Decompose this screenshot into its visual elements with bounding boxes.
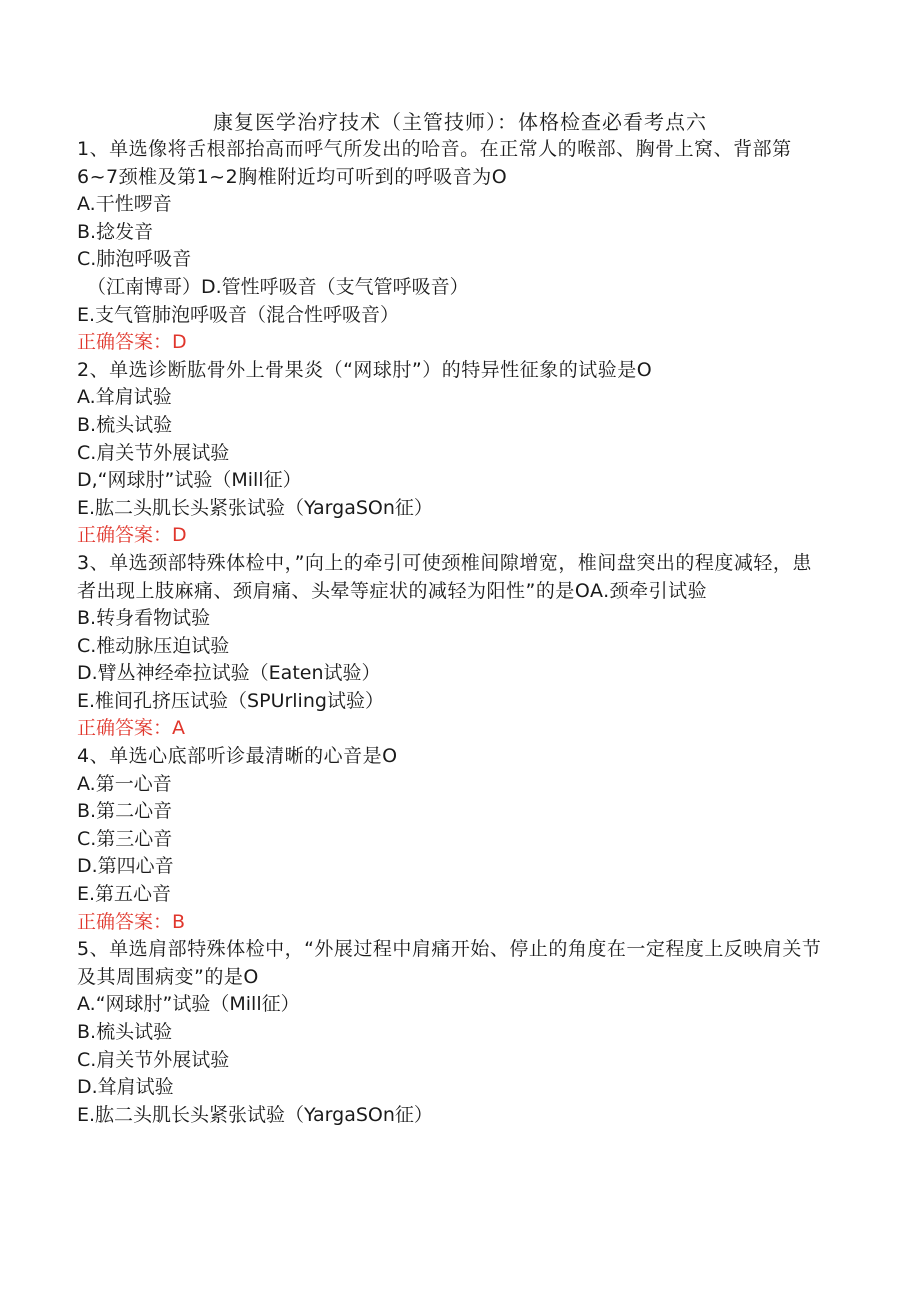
answer-line	[77, 909, 829, 937]
option-line: A.干性啰音	[77, 193, 172, 216]
answer-label: 正确答案：	[77, 331, 173, 354]
answer-label: 正确答案：	[77, 717, 173, 740]
answer-value: B	[172, 910, 186, 933]
option-line: A.耸肩试验	[77, 386, 172, 409]
option-line: D.耸肩试验	[77, 1076, 174, 1099]
option-line: C.肺泡呼吸音	[77, 248, 192, 271]
option-line: E.肱二头肌长头紧张试验（YargaSOn征）	[77, 496, 433, 519]
option-line: D.臂丛神经牵拉试验（Eaten试验）	[77, 662, 381, 685]
answer-label: 正确答案：	[77, 910, 173, 933]
document-title: 康复医学治疗技术（主管技师）：体格检查必看考点六	[213, 110, 707, 134]
question-stem: 2、单选诊断肱骨外上骨果炎（“网球肘”）的特异性征象的试验是O	[77, 358, 653, 381]
answer-value: A	[172, 717, 186, 740]
question-stem: 3、单选颈部特殊体检中，”向上的牵引可使颈椎间隙增宽，椎间盘突出的程度减轻，患者出现上肢麻痛、颈肩痛、头晕等症状的减轻为阳性”的是OA.颈牵引试验	[77, 551, 812, 602]
answer-line	[77, 522, 829, 550]
option-line: A.第一心音	[77, 772, 172, 795]
question-block	[77, 136, 829, 357]
option-line: E.第五心音	[77, 883, 172, 906]
option-line: B.梳头试验	[77, 413, 173, 436]
option-line: B.第二心音	[77, 800, 173, 823]
option-line: C.肩关节外展试验	[77, 441, 230, 464]
answer-label: 正确答案：	[77, 524, 173, 547]
question-list	[77, 136, 829, 1129]
answer-value: D	[172, 524, 187, 547]
question-stem: 1、单选像将舌根部抬高而呼气所发出的哈音。在正常人的喉部、胸骨上窝、背部第6~7颈椎及第1~2胸椎附近均可听到的呼吸音为O	[77, 138, 792, 188]
option-line: B.转身看物试验	[77, 607, 211, 630]
answer-value: D	[172, 331, 187, 354]
option-line: D.第四心音	[77, 855, 174, 878]
question-block	[77, 936, 829, 1129]
option-line: E.支气管肺泡呼吸音（混合性呼吸音）	[77, 303, 400, 326]
option-line: C.肩关节外展试验	[77, 1048, 230, 1071]
option-line: D,“网球肘”试验（Mill征）	[77, 469, 302, 492]
question-stem: 4、单选心底部听诊最清晰的心音是O	[77, 745, 398, 768]
question-block	[77, 357, 829, 550]
option-line: E.椎间孔挤压试验（SPUrling试验）	[77, 689, 384, 712]
option-line: E.肱二头肌长头紧张试验（YargaSOn征）	[77, 1103, 433, 1126]
answer-line	[77, 715, 829, 743]
option-line: C.第三心音	[77, 827, 173, 850]
question-stem: 5、单选肩部特殊体检中，“外展过程中肩痛开始、停止的角度在一定程度上反映肩关节及其周围病变”的是O	[77, 938, 822, 988]
option-line: B.捻发音	[77, 220, 154, 243]
answer-line	[77, 329, 829, 357]
question-block	[77, 743, 829, 936]
option-line: （江南博哥）D.管性呼吸音（支气管呼吸音）	[87, 275, 469, 298]
option-line: B.梳头试验	[77, 1021, 173, 1043]
question-block	[77, 550, 829, 743]
option-line: A.“网球肘”试验（Mill征）	[77, 993, 300, 1016]
option-line: C.椎动脉压迫试验	[77, 634, 230, 657]
